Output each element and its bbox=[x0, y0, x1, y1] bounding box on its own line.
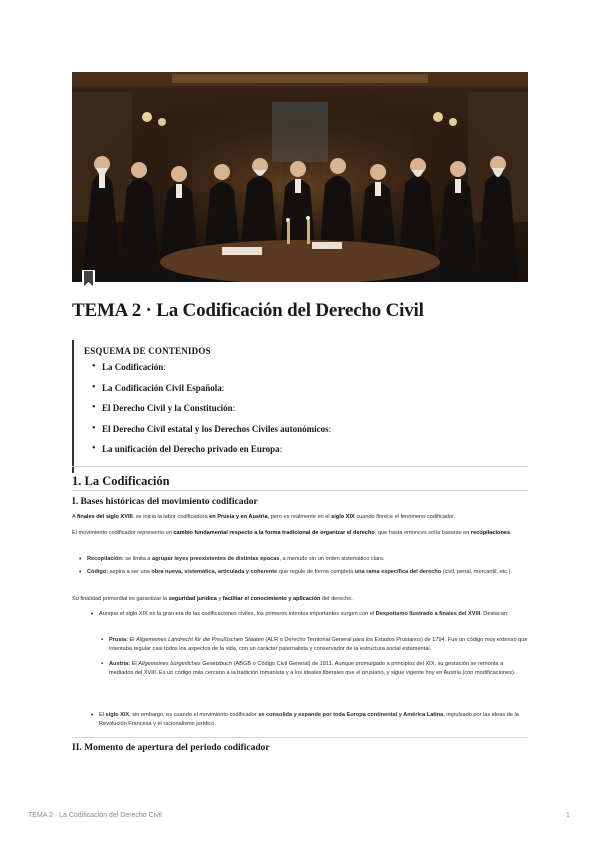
list-item: • Recopilación: se limita a agrupar leyes preexistentes de distintas épocas, a menudo sin un orden sistemático claro. bbox=[78, 555, 528, 564]
section-heading: 1. La Codificación bbox=[72, 474, 170, 488]
divider bbox=[72, 490, 528, 491]
contents-outline bbox=[72, 340, 528, 473]
outline-list bbox=[84, 362, 528, 454]
page-number: 1 bbox=[566, 812, 570, 819]
list-item: • El siglo XIX, sin embargo, es cuando el movimiento codificador se consolida y expande por toda Europa continental y América Latina, impulsado por las ideas de la Revolución Francesa y el racionalismo jurídico. bbox=[90, 711, 528, 729]
paragraph: El movimiento codificador representa un cambio fundamental respecto a la forma tradicional de organizar el derecho, que hasta entonces solía basarse en recopilaciones. bbox=[72, 530, 512, 536]
footer-title: TEMA 2 · La Codificación del Derecho Civil bbox=[28, 812, 162, 819]
nested-list bbox=[100, 636, 528, 684]
list-item: ▪ Austria: El Allgemeines bürgerliches Gesetzbuch (ABGB o Código Civil General) de 1811. Aunque promulgado a principios del XIX, su gestación se remonta a mediados del XVIII. Es un código más cercano a la tradición romanista y a los ideales liberales que el prusiano, y sigue vigente hoy en Austria (con modificaciones). bbox=[100, 660, 528, 678]
bookmark-icon[interactable] bbox=[82, 270, 95, 288]
subsection-heading: I. Bases históricas del movimiento codificador bbox=[72, 497, 258, 507]
list-item: ▪ Prusia: El Allgemeines Landrecht für die Preußischen Staaten (ALR o Derecho Territorial General para los Estados Prusianos) de 1794. Fue un código muy extenso que intentaba regular casi todos los aspectos de la vida, con un carácter paternalista y conservador de la estructura social estamental. bbox=[100, 636, 528, 654]
painting-icon bbox=[72, 72, 528, 282]
divider bbox=[72, 737, 528, 738]
outline-item[interactable]: • La unificación del Derecho privado en Europa: bbox=[92, 444, 528, 454]
divider bbox=[72, 466, 528, 467]
list-item: • Código: aspira a ser una obra nueva, sistemática, articulada y coherente que regule de forma completa una rama específica del derecho (civil, penal, mercantil, etc.). bbox=[78, 568, 528, 577]
paragraph: Su finalidad primordial es garantizar la seguridad jurídica y facilitar el conocimiento y aplicación del derecho. bbox=[72, 596, 353, 602]
outline-item[interactable]: • La Codificación Civil Española: bbox=[92, 383, 528, 393]
outline-item[interactable]: • El Derecho Civil y la Constitución: bbox=[92, 403, 528, 413]
outline-item[interactable]: • La Codificación: bbox=[92, 362, 528, 372]
bullet-list bbox=[90, 610, 528, 625]
page-title: TEMA 2 · La Codificación del Derecho Civil bbox=[72, 300, 424, 321]
outline-item[interactable]: • El Derecho Civil estatal y los Derechos Civiles autonómicos: bbox=[92, 424, 528, 434]
subsection-heading: II. Momento de apertura del periodo codificador bbox=[72, 743, 270, 753]
bullet-list bbox=[78, 555, 528, 581]
paragraph: A finales del siglo XVIII, se inicia la labor codificadora en Prusia y en Austria, pero es realmente en el siglo XIX cuando florece el fenómeno codificador. bbox=[72, 514, 456, 520]
list-item: • Aunque el siglo XIX es la gran era de las codificaciones civiles, los primeros intentos importantes surgen con el Despotismo Ilustrado a finales del XVIII. Destacan: bbox=[90, 610, 528, 619]
outline-heading: ESQUEMA DE CONTENIDOS bbox=[84, 346, 211, 356]
bullet-list bbox=[90, 711, 528, 735]
painting-illustration bbox=[72, 72, 528, 282]
